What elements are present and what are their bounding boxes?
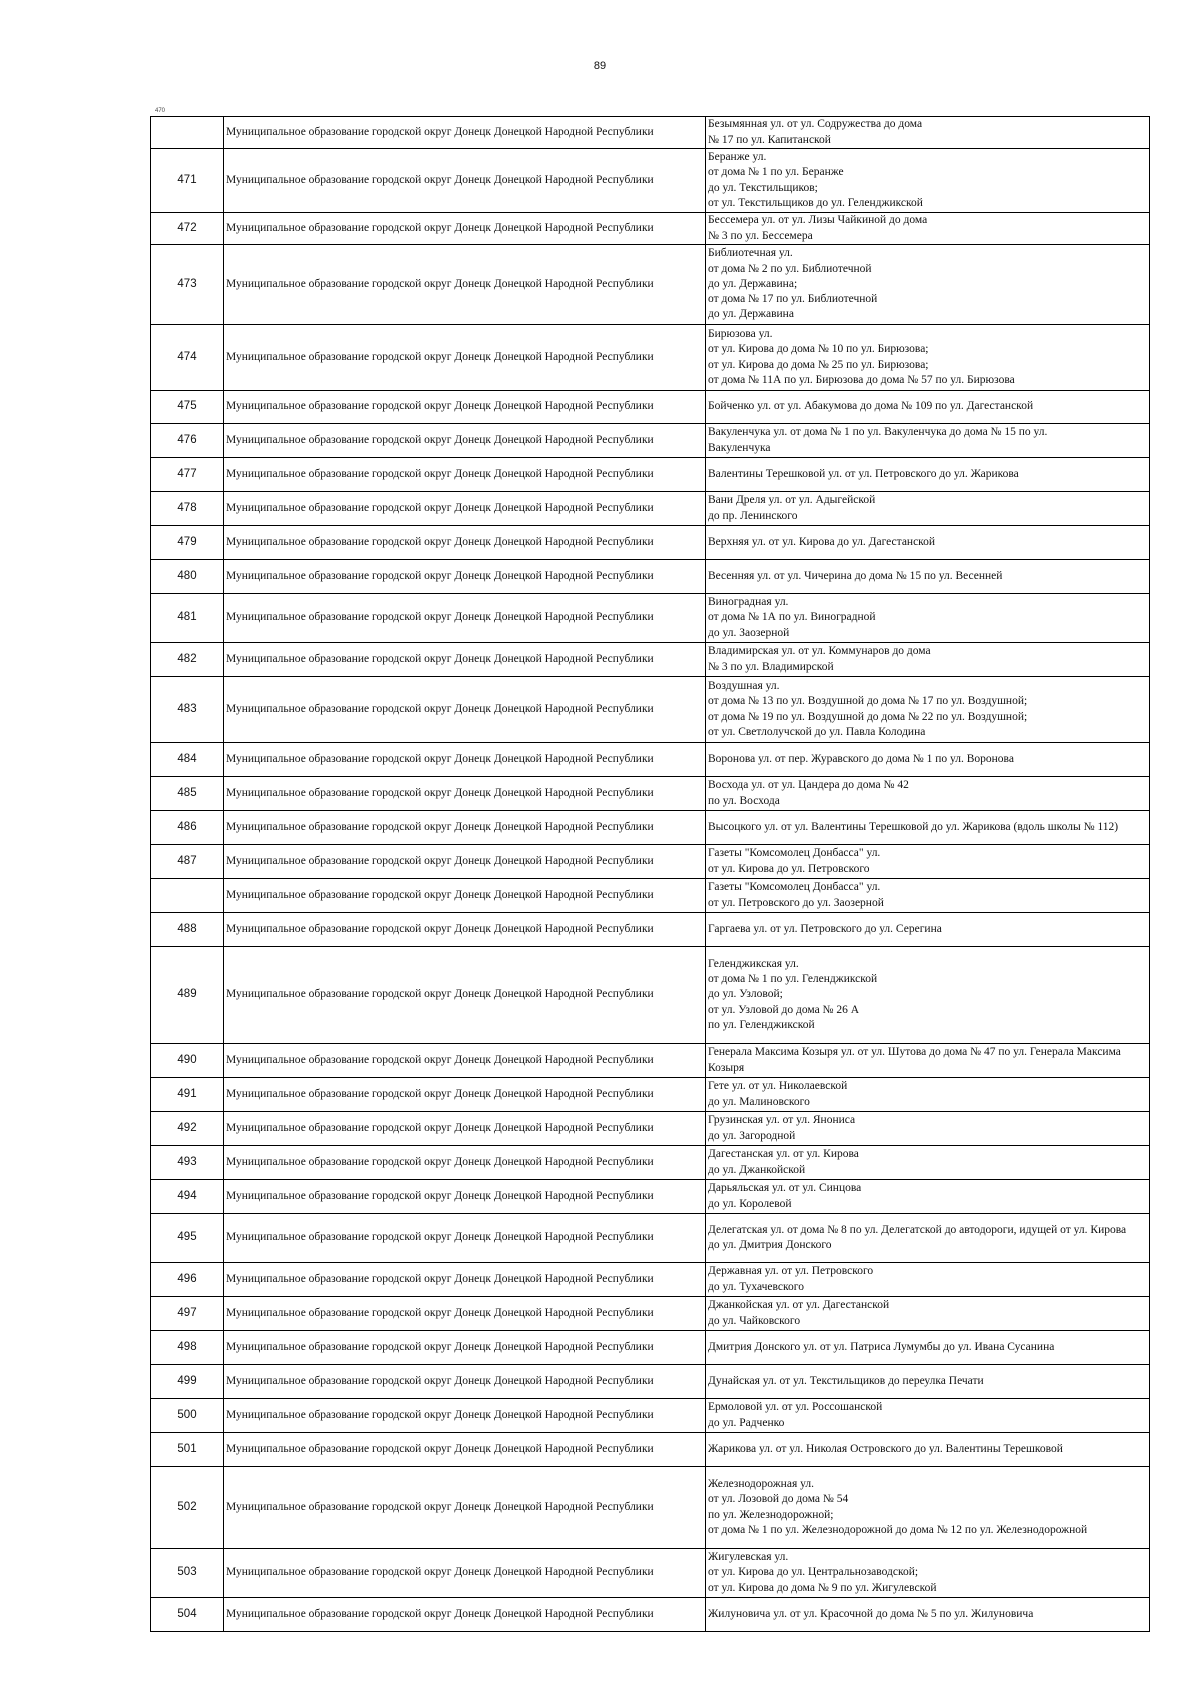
municipality-cell: Муниципальное образование городской округ Донецк Донецкой Народной Республики (224, 1044, 706, 1078)
row-number-cell: 493 (151, 1146, 224, 1180)
municipality-cell: Муниципальное образование городской округ Донецк Донецкой Народной Республики (224, 1467, 706, 1549)
row-number-cell: 475 (151, 391, 224, 424)
street-description-cell: Делегатская ул. от дома № 8 по ул. Делегатской до автодороги, идущей от ул. Кирова до ул. Дмитрия Донского (706, 1214, 1150, 1263)
row-number-cell: 495 (151, 1214, 224, 1263)
street-description-cell: Вани Дреля ул. от ул. Адыгейской до пр. Ленинского (706, 492, 1150, 526)
municipality-cell: Муниципальное образование городской округ Донецк Донецкой Народной Республики (224, 245, 706, 325)
row-number-cell: 487 (151, 845, 224, 879)
street-description-cell: Грузинская ул. от ул. Янониса до ул. Загородной (706, 1112, 1150, 1146)
street-description-cell: Газеты "Комсомолец Донбасса" ул. от ул. Петровского до ул. Заозерной (706, 879, 1150, 913)
street-description-cell: Владимирская ул. от ул. Коммунаров до дома № 3 по ул. Владимирской (706, 643, 1150, 677)
municipality-cell: Муниципальное образование городской округ Донецк Донецкой Народной Республики (224, 1180, 706, 1214)
street-description-cell: Высоцкого ул. от ул. Валентины Терешковой до ул. Жарикова (вдоль школы № 112) (706, 811, 1150, 845)
row-number-cell: 472 (151, 213, 224, 245)
street-description-cell: Гете ул. от ул. Николаевской до ул. Малиновского (706, 1078, 1150, 1112)
table-row (151, 245, 1150, 325)
street-description-cell: Вакуленчука ул. от дома № 1 по ул. Вакуленчука до дома № 15 по ул. Вакуленчука (706, 424, 1150, 458)
table-row (151, 1467, 1150, 1549)
street-description-cell: Геленджикская ул. от дома № 1 по ул. Геленджикской до ул. Узловой; от ул. Узловой до дома № 26 А по ул. Геленджикской (706, 947, 1150, 1044)
street-description-cell: Железнодорожная ул. от ул. Лозовой до дома № 54 по ул. Железнодорожной; от дома № 1 по ул. Железнодорожной до дома № 12 по ул. Железнодорожной (706, 1467, 1150, 1549)
table-row (151, 1549, 1150, 1598)
municipality-cell: Муниципальное образование городской округ Донецк Донецкой Народной Республики (224, 743, 706, 777)
municipality-cell: Муниципальное образование городской округ Донецк Донецкой Народной Республики (224, 1433, 706, 1467)
street-description-cell: Восхода ул. от ул. Цандера до дома № 42 по ул. Восхода (706, 777, 1150, 811)
municipality-cell: Муниципальное образование городской округ Донецк Донецкой Народной Республики (224, 1598, 706, 1632)
table-row (151, 458, 1150, 492)
table-row (151, 1180, 1150, 1214)
row-number-cell: 474 (151, 325, 224, 391)
municipality-cell: Муниципальное образование городской округ Донецк Донецкой Народной Республики (224, 213, 706, 245)
street-description-cell: Бирюзова ул. от ул. Кирова до дома № 10 по ул. Бирюзова; от ул. Кирова до дома № 25 по ул. Бирюзова; от дома № 11А по ул. Бирюзова до дома № 57 по ул. Бирюзова (706, 325, 1150, 391)
municipality-cell: Муниципальное образование городской округ Донецк Донецкой Народной Республики (224, 560, 706, 594)
municipality-cell: Муниципальное образование городской округ Донецк Донецкой Народной Республики (224, 811, 706, 845)
street-description-cell: Дагестанская ул. от ул. Кирова до ул. Джанкойской (706, 1146, 1150, 1180)
page-number: 89 (593, 60, 607, 72)
street-description-cell: Жарикова ул. от ул. Николая Островского до ул. Валентины Терешковой (706, 1433, 1150, 1467)
table-row (151, 1331, 1150, 1365)
table-body (151, 117, 1150, 1632)
municipality-cell: Муниципальное образование городской округ Донецк Донецкой Народной Республики (224, 1549, 706, 1598)
street-description-cell: Виноградная ул. от дома № 1А по ул. Виноградной до ул. Заозерной (706, 594, 1150, 643)
row-number-cell: 490 (151, 1044, 224, 1078)
street-description-cell: Воздушная ул. от дома № 13 по ул. Воздушной до дома № 17 по ул. Воздушной; от дома № 19 по ул. Воздушной до дома № 22 по ул. Воздушной; от ул. Светлолучской до ул. Павла Колодина (706, 677, 1150, 743)
row-number-cell (151, 117, 224, 149)
row-number-cell: 478 (151, 492, 224, 526)
street-description-cell: Джанкойская ул. от ул. Дагестанской до ул. Чайковского (706, 1297, 1150, 1331)
table-row (151, 1399, 1150, 1433)
row-number-cell (151, 879, 224, 913)
table-row (151, 743, 1150, 777)
street-description-cell: Весенняя ул. от ул. Чичерина до дома № 15 по ул. Весенней (706, 560, 1150, 594)
table-row (151, 1146, 1150, 1180)
municipality-cell: Муниципальное образование городской округ Донецк Донецкой Народной Республики (224, 458, 706, 492)
row-number-cell: 484 (151, 743, 224, 777)
table-row (151, 845, 1150, 879)
street-description-cell: Дунайская ул. от ул. Текстильщиков до переулка Печати (706, 1365, 1150, 1399)
row-number-cell: 486 (151, 811, 224, 845)
table-row (151, 913, 1150, 947)
street-description-cell: Дмитрия Донского ул. от ул. Патриса Лумумбы до ул. Ивана Сусанина (706, 1331, 1150, 1365)
table-row (151, 1365, 1150, 1399)
municipality-cell: Муниципальное образование городской округ Донецк Донецкой Народной Республики (224, 879, 706, 913)
row-number-cell: 476 (151, 424, 224, 458)
table-row (151, 1297, 1150, 1331)
street-description-cell: Державная ул. от ул. Петровского до ул. Тухачевского (706, 1263, 1150, 1297)
row-number-cell: 503 (151, 1549, 224, 1598)
table-row (151, 1044, 1150, 1078)
row-number-cell: 471 (151, 149, 224, 213)
table-row (151, 1433, 1150, 1467)
cut-off-row-number: 470 (155, 108, 166, 114)
municipality-cell: Муниципальное образование городской округ Донецк Донецкой Народной Республики (224, 1331, 706, 1365)
row-number-cell: 504 (151, 1598, 224, 1632)
row-number-cell: 500 (151, 1399, 224, 1433)
table-row (151, 594, 1150, 643)
row-number-cell: 483 (151, 677, 224, 743)
municipality-cell: Муниципальное образование городской округ Донецк Донецкой Народной Республики (224, 1365, 706, 1399)
row-number-cell: 485 (151, 777, 224, 811)
municipality-cell: Муниципальное образование городской округ Донецк Донецкой Народной Республики (224, 594, 706, 643)
table-row (151, 1112, 1150, 1146)
table-row (151, 1078, 1150, 1112)
row-number-cell: 481 (151, 594, 224, 643)
table-row (151, 560, 1150, 594)
row-number-cell: 477 (151, 458, 224, 492)
row-number-cell: 480 (151, 560, 224, 594)
municipality-cell: Муниципальное образование городской округ Донецк Донецкой Народной Республики (224, 117, 706, 149)
municipality-cell: Муниципальное образование городской округ Донецк Донецкой Народной Республики (224, 1263, 706, 1297)
table-row (151, 947, 1150, 1044)
street-description-cell: Дарьяльская ул. от ул. Синцова до ул. Королевой (706, 1180, 1150, 1214)
street-description-cell: Безымянная ул. от ул. Содружества до дома № 17 по ул. Капитанской (706, 117, 1150, 149)
municipality-cell: Муниципальное образование городской округ Донецк Донецкой Народной Республики (224, 526, 706, 560)
row-number-cell: 501 (151, 1433, 224, 1467)
municipality-cell: Муниципальное образование городской округ Донецк Донецкой Народной Республики (224, 1297, 706, 1331)
municipality-cell: Муниципальное образование городской округ Донецк Донецкой Народной Республики (224, 1078, 706, 1112)
row-number-cell: 488 (151, 913, 224, 947)
street-description-cell: Жилуновича ул. от ул. Красочной до дома № 5 по ул. Жилуновича (706, 1598, 1150, 1632)
municipality-cell: Муниципальное образование городской округ Донецк Донецкой Народной Республики (224, 424, 706, 458)
row-number-cell: 499 (151, 1365, 224, 1399)
table-row (151, 149, 1150, 213)
municipality-cell: Муниципальное образование городской округ Донецк Донецкой Народной Республики (224, 325, 706, 391)
table-row (151, 1263, 1150, 1297)
table-row (151, 526, 1150, 560)
table-row (151, 325, 1150, 391)
table-row (151, 1214, 1150, 1263)
street-description-cell: Беранже ул. от дома № 1 по ул. Беранже до ул. Текстильщиков; от ул. Текстильщиков до ул. Геленджикской (706, 149, 1150, 213)
municipality-cell: Муниципальное образование городской округ Донецк Донецкой Народной Республики (224, 643, 706, 677)
street-description-cell: Ермоловой ул. от ул. Россошанской до ул. Радченко (706, 1399, 1150, 1433)
row-number-cell: 473 (151, 245, 224, 325)
table-row (151, 677, 1150, 743)
table-row (151, 424, 1150, 458)
row-number-cell: 496 (151, 1263, 224, 1297)
table-row (151, 777, 1150, 811)
row-number-cell: 482 (151, 643, 224, 677)
street-description-cell: Жигулевская ул. от ул. Кирова до ул. Центральнозаводской; от ул. Кирова до дома № 9 по ул. Жигулевской (706, 1549, 1150, 1598)
street-description-cell: Воронова ул. от пер. Журавского до дома № 1 по ул. Воронова (706, 743, 1150, 777)
table-row (151, 213, 1150, 245)
municipality-cell: Муниципальное образование городской округ Донецк Донецкой Народной Республики (224, 947, 706, 1044)
row-number-cell: 494 (151, 1180, 224, 1214)
row-number-cell: 492 (151, 1112, 224, 1146)
municipality-cell: Муниципальное образование городской округ Донецк Донецкой Народной Республики (224, 149, 706, 213)
table-row (151, 391, 1150, 424)
municipality-cell: Муниципальное образование городской округ Донецк Донецкой Народной Республики (224, 391, 706, 424)
streets-table (150, 116, 1150, 1632)
municipality-cell: Муниципальное образование городской округ Донецк Донецкой Народной Республики (224, 1146, 706, 1180)
municipality-cell: Муниципальное образование городской округ Донецк Донецкой Народной Республики (224, 1214, 706, 1263)
row-number-cell: 489 (151, 947, 224, 1044)
row-number-cell: 497 (151, 1297, 224, 1331)
municipality-cell: Муниципальное образование городской округ Донецк Донецкой Народной Республики (224, 913, 706, 947)
municipality-cell: Муниципальное образование городской округ Донецк Донецкой Народной Республики (224, 492, 706, 526)
table-row (151, 1598, 1150, 1632)
municipality-cell: Муниципальное образование городской округ Донецк Донецкой Народной Республики (224, 777, 706, 811)
municipality-cell: Муниципальное образование городской округ Донецк Донецкой Народной Республики (224, 1112, 706, 1146)
municipality-cell: Муниципальное образование городской округ Донецк Донецкой Народной Республики (224, 845, 706, 879)
street-description-cell: Бойченко ул. от ул. Абакумова до дома № 109 по ул. Дагестанской (706, 391, 1150, 424)
street-description-cell: Бессемера ул. от ул. Лизы Чайкиной до дома № 3 по ул. Бессемера (706, 213, 1150, 245)
table-row (151, 643, 1150, 677)
street-description-cell: Валентины Терешковой ул. от ул. Петровского до ул. Жарикова (706, 458, 1150, 492)
row-number-cell: 502 (151, 1467, 224, 1549)
table-row (151, 811, 1150, 845)
row-number-cell: 479 (151, 526, 224, 560)
row-number-cell: 498 (151, 1331, 224, 1365)
street-description-cell: Генерала Максима Козыря ул. от ул. Шутова до дома № 47 по ул. Генерала Максима Козыря (706, 1044, 1150, 1078)
municipality-cell: Муниципальное образование городской округ Донецк Донецкой Народной Республики (224, 1399, 706, 1433)
street-description-cell: Гаргаева ул. от ул. Петровского до ул. Серегина (706, 913, 1150, 947)
street-description-cell: Верхняя ул. от ул. Кирова до ул. Дагестанской (706, 526, 1150, 560)
street-description-cell: Газеты "Комсомолец Донбасса" ул. от ул. Кирова до ул. Петровского (706, 845, 1150, 879)
table-row (151, 492, 1150, 526)
municipality-cell: Муниципальное образование городской округ Донецк Донецкой Народной Республики (224, 677, 706, 743)
row-number-cell: 491 (151, 1078, 224, 1112)
table-row (151, 117, 1150, 149)
table-row (151, 879, 1150, 913)
street-description-cell: Библиотечная ул. от дома № 2 по ул. Библиотечной до ул. Державина; от дома № 17 по ул. Библиотечной до ул. Державина (706, 245, 1150, 325)
